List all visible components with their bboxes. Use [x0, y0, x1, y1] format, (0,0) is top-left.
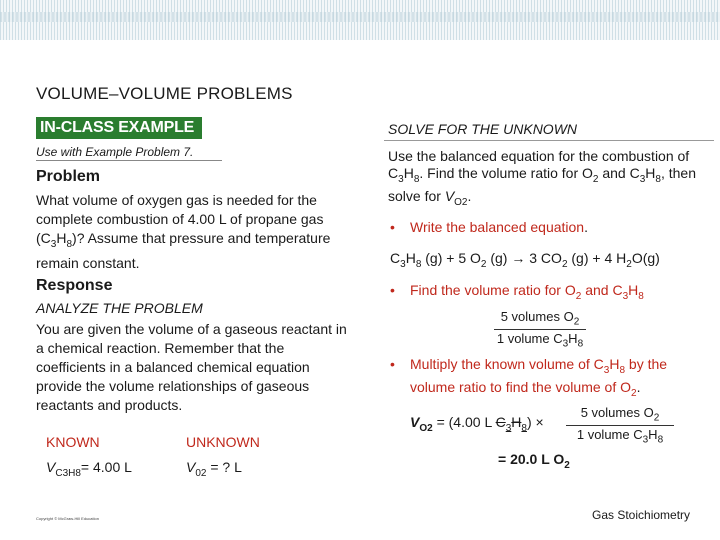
bullet-icon: • — [390, 356, 395, 372]
analyze-text: You are given the volume of a gaseous reactant in a chemical reaction. Remember that the coefficients in a balanced chemical equation provide the volume relationships of gaseous reactants and products. — [36, 321, 347, 413]
analyze-heading: ANALYZE THE PROBLEM — [36, 300, 203, 316]
decorative-top-band — [0, 0, 720, 40]
step-write-equation: Write the balanced equation. — [410, 219, 588, 235]
solve-heading: SOLVE FOR THE UNKNOWN — [388, 121, 578, 137]
known-value: $V_{C3H8}= 4.00$ L — [46, 459, 132, 479]
problem-heading: Problem — [36, 168, 101, 185]
bullet-icon: • — [390, 219, 395, 235]
known-label: KNOWN — [46, 434, 100, 450]
unknown-value: $V_{02}$ = ? L — [186, 459, 242, 479]
unknown-label: UNKNOWN — [186, 434, 260, 450]
balanced-equation: $C_3H_8$ (g) + 5 $O_2$ (g) → 3 $CO_2$ (g) + 4 $H_2O(g)$ — [390, 250, 660, 270]
volume-ratio-fraction: 5 volumes $O_2$ 1 volume $C_3H_8$ — [494, 309, 586, 349]
calculation: $V_{O2} = (4.00$ L $C_3H_8$) × — [410, 414, 544, 434]
footer-label: Gas Stoichiometry — [592, 508, 691, 522]
divider — [36, 160, 222, 161]
bullet-icon: • — [390, 282, 395, 298]
divider — [384, 140, 714, 141]
copyright: Copyright © McGraw-Hill Education — [36, 516, 99, 521]
result: = 20.0 L $O_2$ — [498, 451, 570, 471]
solve-instructions: Use the balanced equation for the combustion of $C_3H_8$. Find the volume ratio for $O_2$ and $C_3H_8$, then solve for $V_{O2}$. — [388, 148, 696, 208]
response-heading: Response — [36, 277, 113, 294]
step-find-ratio: Find the volume ratio for $O_2$ and $C_3H_8$ — [410, 282, 644, 302]
calc-ratio-fraction: 5 volumes $O_2$ 1 volume $C_3H_8$ — [566, 405, 674, 445]
slide-title: VOLUME–VOLUME PROBLEMS — [36, 84, 293, 103]
in-class-example-badge: IN-CLASS EXAMPLE — [36, 117, 202, 139]
step-multiply: Multiply the known volume of $C_3H_8$ by the volume ratio to find the volume of $O_2$. — [410, 356, 668, 399]
use-with-note: Use with Example Problem 7. — [36, 145, 194, 159]
problem-text: What volume of oxygen gas is needed for the complete combustion of 4.00 L of propane gas $(C_3H_8)$? Assume that pressure and temperature remain constant. — [36, 192, 331, 271]
